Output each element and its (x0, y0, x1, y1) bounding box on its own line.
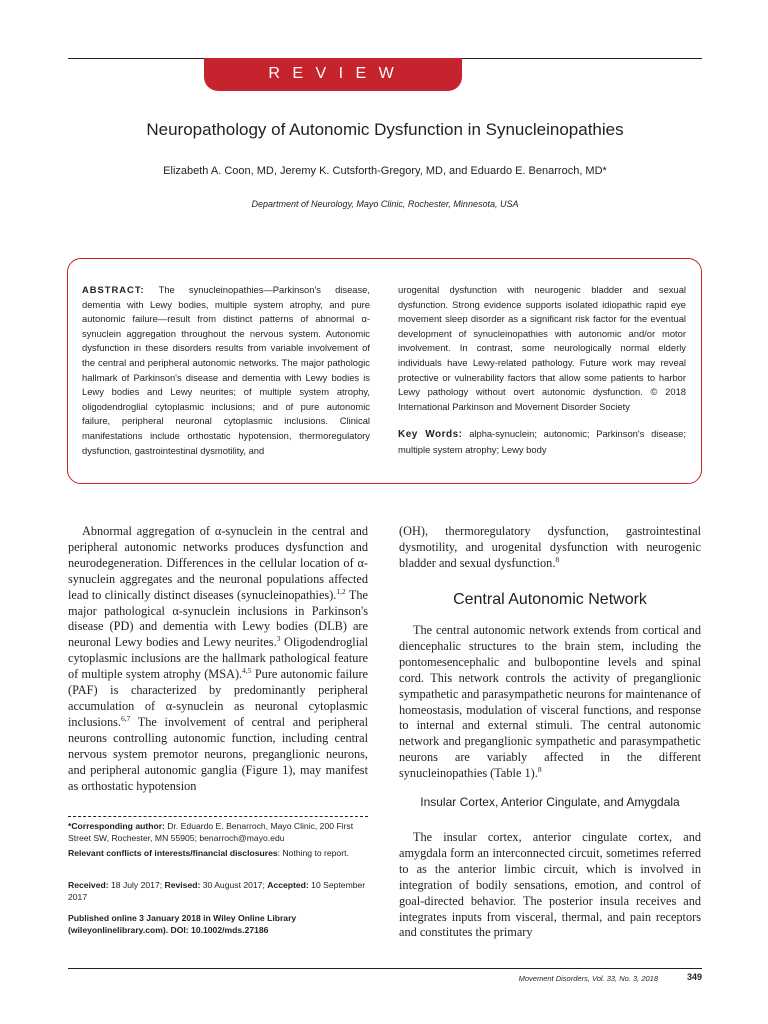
received-value: 18 July 2017; (108, 880, 165, 890)
citation-ref: 4,5 (242, 666, 252, 676)
citation-ref: 3 (276, 634, 281, 644)
footnote-corresponding (68, 821, 368, 845)
footnote-separator (68, 816, 368, 817)
citation-ref: 8 (555, 554, 560, 564)
subsection-heading-insular: Insular Cortex, Anterior Cingulate, and Amygdala (420, 795, 680, 809)
accepted-value: 10 September 2017 (68, 880, 366, 902)
intro-continuation (399, 524, 701, 572)
journal-citation: Movement Disorders, Vol. 33, No. 3, 2018 (518, 974, 658, 983)
citation-ref: 1,2 (336, 586, 346, 596)
revised-label: Revised: (164, 880, 201, 890)
conflicts-label: Relevant conflicts of interests/financial disclosures (68, 848, 278, 858)
intro-text-3: Oligodendroglial cytoplasmic inclusions are the hallmark pathological feature of multiple system atrophy (MSA). (68, 635, 368, 682)
abstract-left-column (82, 283, 370, 458)
abstract-text-left: The synucleinopathies—Parkinson's disease, dementia with Lewy bodies, multiple system atrophy, and pure autonomic failure—result from distinct patterns of abnormal α-synuclein aggregation throughout the nervous system. Autonomic dysfunction in these disorders results from variable involvement of the central and peripheral autonomic networks. The major pathologic hallmark of Parkinson's disease and dementia with Lewy bodies is Lewy bodies and Lewy neurites; of multiple system atrophy, oligodendroglial cytoplasmic inclusions; and of pure autonomic failure, peripheral neuronal cytoplasmic inclusions. Clinical manifestations include orthostatic hypotension, thermoregulatory dysfunction, gastrointestinal dysmotility, and (82, 284, 371, 456)
page-number: 349 (686, 972, 702, 982)
received-label: Received: (68, 880, 109, 890)
insular-paragraph: The insular cortex, anterior cingulate cortex, and amygdala form an interconnected circuit, sometimes referred to as the anterior limbic circuit, which is involved in integration of bodily sensations, emotion, and control of goal-directed behavior. The posterior insula receives and integrates inputs from visceral, thermal, and pain receptors and constitutes the primary (399, 830, 701, 940)
intro-text-2: The major pathological α-synuclein inclusions in Parkinson's disease (PD) and dementia with Lewy bodies (DLB) are neuronal Lewy bodies and Lewy neurites. (68, 587, 368, 650)
keywords-text: alpha-synuclein; autonomic; Parkinson's disease; multiple system atrophy; Lewy body (398, 428, 686, 455)
footnote-conflicts (68, 848, 368, 860)
intro-text-1: Abnormal aggregation of α-synuclein in the central and peripheral autonomic networks produces dysfunction and neurodegeneration. Differences in the cellular location of α-synuclein aggregates and the neuronal populations affected lead to clinically distinct diseases (synucleinopathies). (68, 524, 368, 602)
section-heading-central-autonomic: Central Autonomic Network (453, 591, 647, 608)
article-title: Neuropathology of Autonomic Dysfunction in Synucleinopathies (146, 120, 624, 139)
footnote-dates (68, 880, 368, 904)
abstract-text-right: urogenital dysfunction with neurogenic bladder and sexual dysfunction. Strong evidence supports isolated idiopathic rapid eye movement sleep disorder as a significant risk factor for the eventual development of synucleinopathies with autonomic and/or motor involvement. In contrast, some neurologically normal elderly individuals have Lewy-related pathology. Future work may reveal protective or vulnerability factors that allow some patients to harbor Lewy pathology without overt autonomic dysfunction. © 2018 International Parkinson and Movement Disorder Society (398, 284, 686, 412)
citation-ref: 8 (537, 765, 542, 775)
section-label-tab: R E V I E W (204, 58, 462, 91)
conflicts-text: : Nothing to report. (277, 848, 349, 858)
author-list: Elizabeth A. Coon, MD, Jeremy K. Cutsforth-Gregory, MD, and Eduardo E. Benarroch, MD* (163, 165, 607, 177)
citation-ref: 6,7 (120, 713, 131, 723)
abstract-label: ABSTRACT: (82, 284, 145, 295)
intro-text-4: Pure autonomic failure (PAF) is characterized by predominantly peripheral accumulation of α-synuclein as neuronal cytoplasmic inclusions. (68, 667, 368, 729)
affiliation: Department of Neurology, Mayo Clinic, Rochester, Minnesota, USA (251, 199, 519, 209)
corresponding-text: Dr. Eduardo E. Benarroch, Mayo Clinic, 200 First Street SW, Rochester, MN 55905; benarroch@mayo.edu (68, 821, 354, 843)
corresponding-label: *Corresponding author: (68, 821, 165, 831)
footer-rule (68, 968, 702, 969)
continuation-text: (OH), thermoregulatory dysfunction, gastrointestinal dysmotility, and urogenital dysfunction with neurogenic bladder and sexual dysfunction. (399, 524, 701, 570)
keywords (398, 427, 686, 457)
central-autonomic-text: The central autonomic network extends from cortical and diencephalic structures to the brain stem, including the pontomesencephalic and bulbopontine levels and spinal cord. This network controls the activity of preganglionic sympathetic and parasympathetic neurons for maintenance of homeostasis, modulation of visceral functions, and response to internal and external stimuli. The central autonomic network and preganglionic sympathetic and parasympathetic neurons are variably affected in the different synucleinopathies (Table 1). (399, 623, 701, 781)
revised-value: 30 August 2017; (200, 880, 268, 890)
central-autonomic-paragraph (399, 623, 701, 782)
accepted-label: Accepted: (267, 880, 309, 890)
abstract-right-column (398, 283, 686, 458)
intro-text-5: The involvement of central and peripheral neurons controlling autonomic function, including central nervous system premotor neurons, preganglionic neurons, and peripheral autonomic ganglia (Figure 1), may manifest as orthostatic hypotension (68, 714, 368, 793)
keywords-label: Key Words: (398, 429, 463, 441)
intro-paragraph (68, 524, 368, 794)
footnote-published: Published online 3 January 2018 in Wiley Online Library (wileyonlinelibrary.com). DOI: 10.1002/mds.27186 (68, 913, 297, 935)
